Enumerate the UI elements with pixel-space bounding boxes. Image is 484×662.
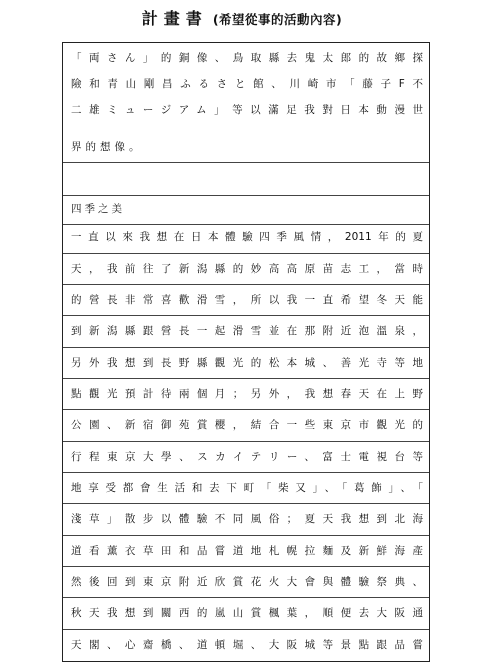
intro-line: 二雄ミュージアム」等以滿足我對日本動漫世: [71, 104, 423, 116]
title-main: 計畫書: [141, 9, 208, 28]
writing-frame: [62, 42, 430, 662]
intro-line: 「両さん」的銅像、鳥取縣去鬼太郎的故鄉探: [71, 52, 423, 64]
body-line: 地享受都會生活和去下町「柴又」、「葛飾」、「: [71, 482, 423, 494]
body-line: 另外我想到長野縣觀光的松本城、善光寺等地: [71, 357, 423, 369]
divider: [63, 162, 429, 163]
divider: [63, 409, 429, 410]
body-line: 到新潟縣跟營長一起滑雪並在那附近泡溫泉，: [71, 325, 423, 337]
title-subtitle: (希望從事的活動內容): [212, 12, 343, 27]
intro-line: 險和青山剛昌ふるさと館、川崎市「藤子F不: [71, 78, 423, 90]
divider: [63, 472, 429, 473]
divider: [63, 441, 429, 442]
divider: [63, 347, 429, 348]
divider: [63, 315, 429, 316]
body-line: 天閣、心齋橋、道頓堀、大阪城等景點跟品嘗: [71, 639, 423, 651]
body-line: 天，我前往了新潟縣的妙高高原苗志工，當時: [71, 263, 423, 275]
divider: [63, 378, 429, 379]
body-line: 一直以來我想在日本體驗四季風情，2011年的夏: [71, 231, 423, 243]
body-line: 秋天我想到關西的嵐山賞楓葉，順便去大阪通: [71, 607, 423, 619]
body-line: 行程東京大學、スカイテリー、富士電視台等: [71, 451, 423, 463]
divider: [63, 629, 429, 630]
divider: [63, 566, 429, 567]
body-line: 道看薰衣草田和品嘗道地札幌拉麵及新鮮海產: [71, 545, 423, 557]
body-line: 點觀光預計待兩個月；另外，我想春天在上野: [71, 388, 423, 400]
divider: [63, 284, 429, 285]
divider: [63, 535, 429, 536]
divider: [63, 224, 429, 225]
section-heading: 四季之美: [71, 203, 125, 215]
divider: [63, 253, 429, 254]
body-line: 公園、新宿御苑賞櫻，結合一些東京市觀光的: [71, 419, 423, 431]
body-line: 的營長非常喜歡滑雪，所以我一直希望冬天能: [71, 294, 423, 306]
body-line: 淺草」散步以體驗不同風俗；夏天我想到北海: [71, 513, 423, 525]
intro-line: 界的想像。: [71, 141, 144, 153]
document-title: [0, 6, 484, 28]
divider: [63, 597, 429, 598]
body-line: 然後回到東京附近欣賞花火大會與體驗祭典、: [71, 576, 423, 588]
divider: [63, 195, 429, 196]
divider: [63, 503, 429, 504]
